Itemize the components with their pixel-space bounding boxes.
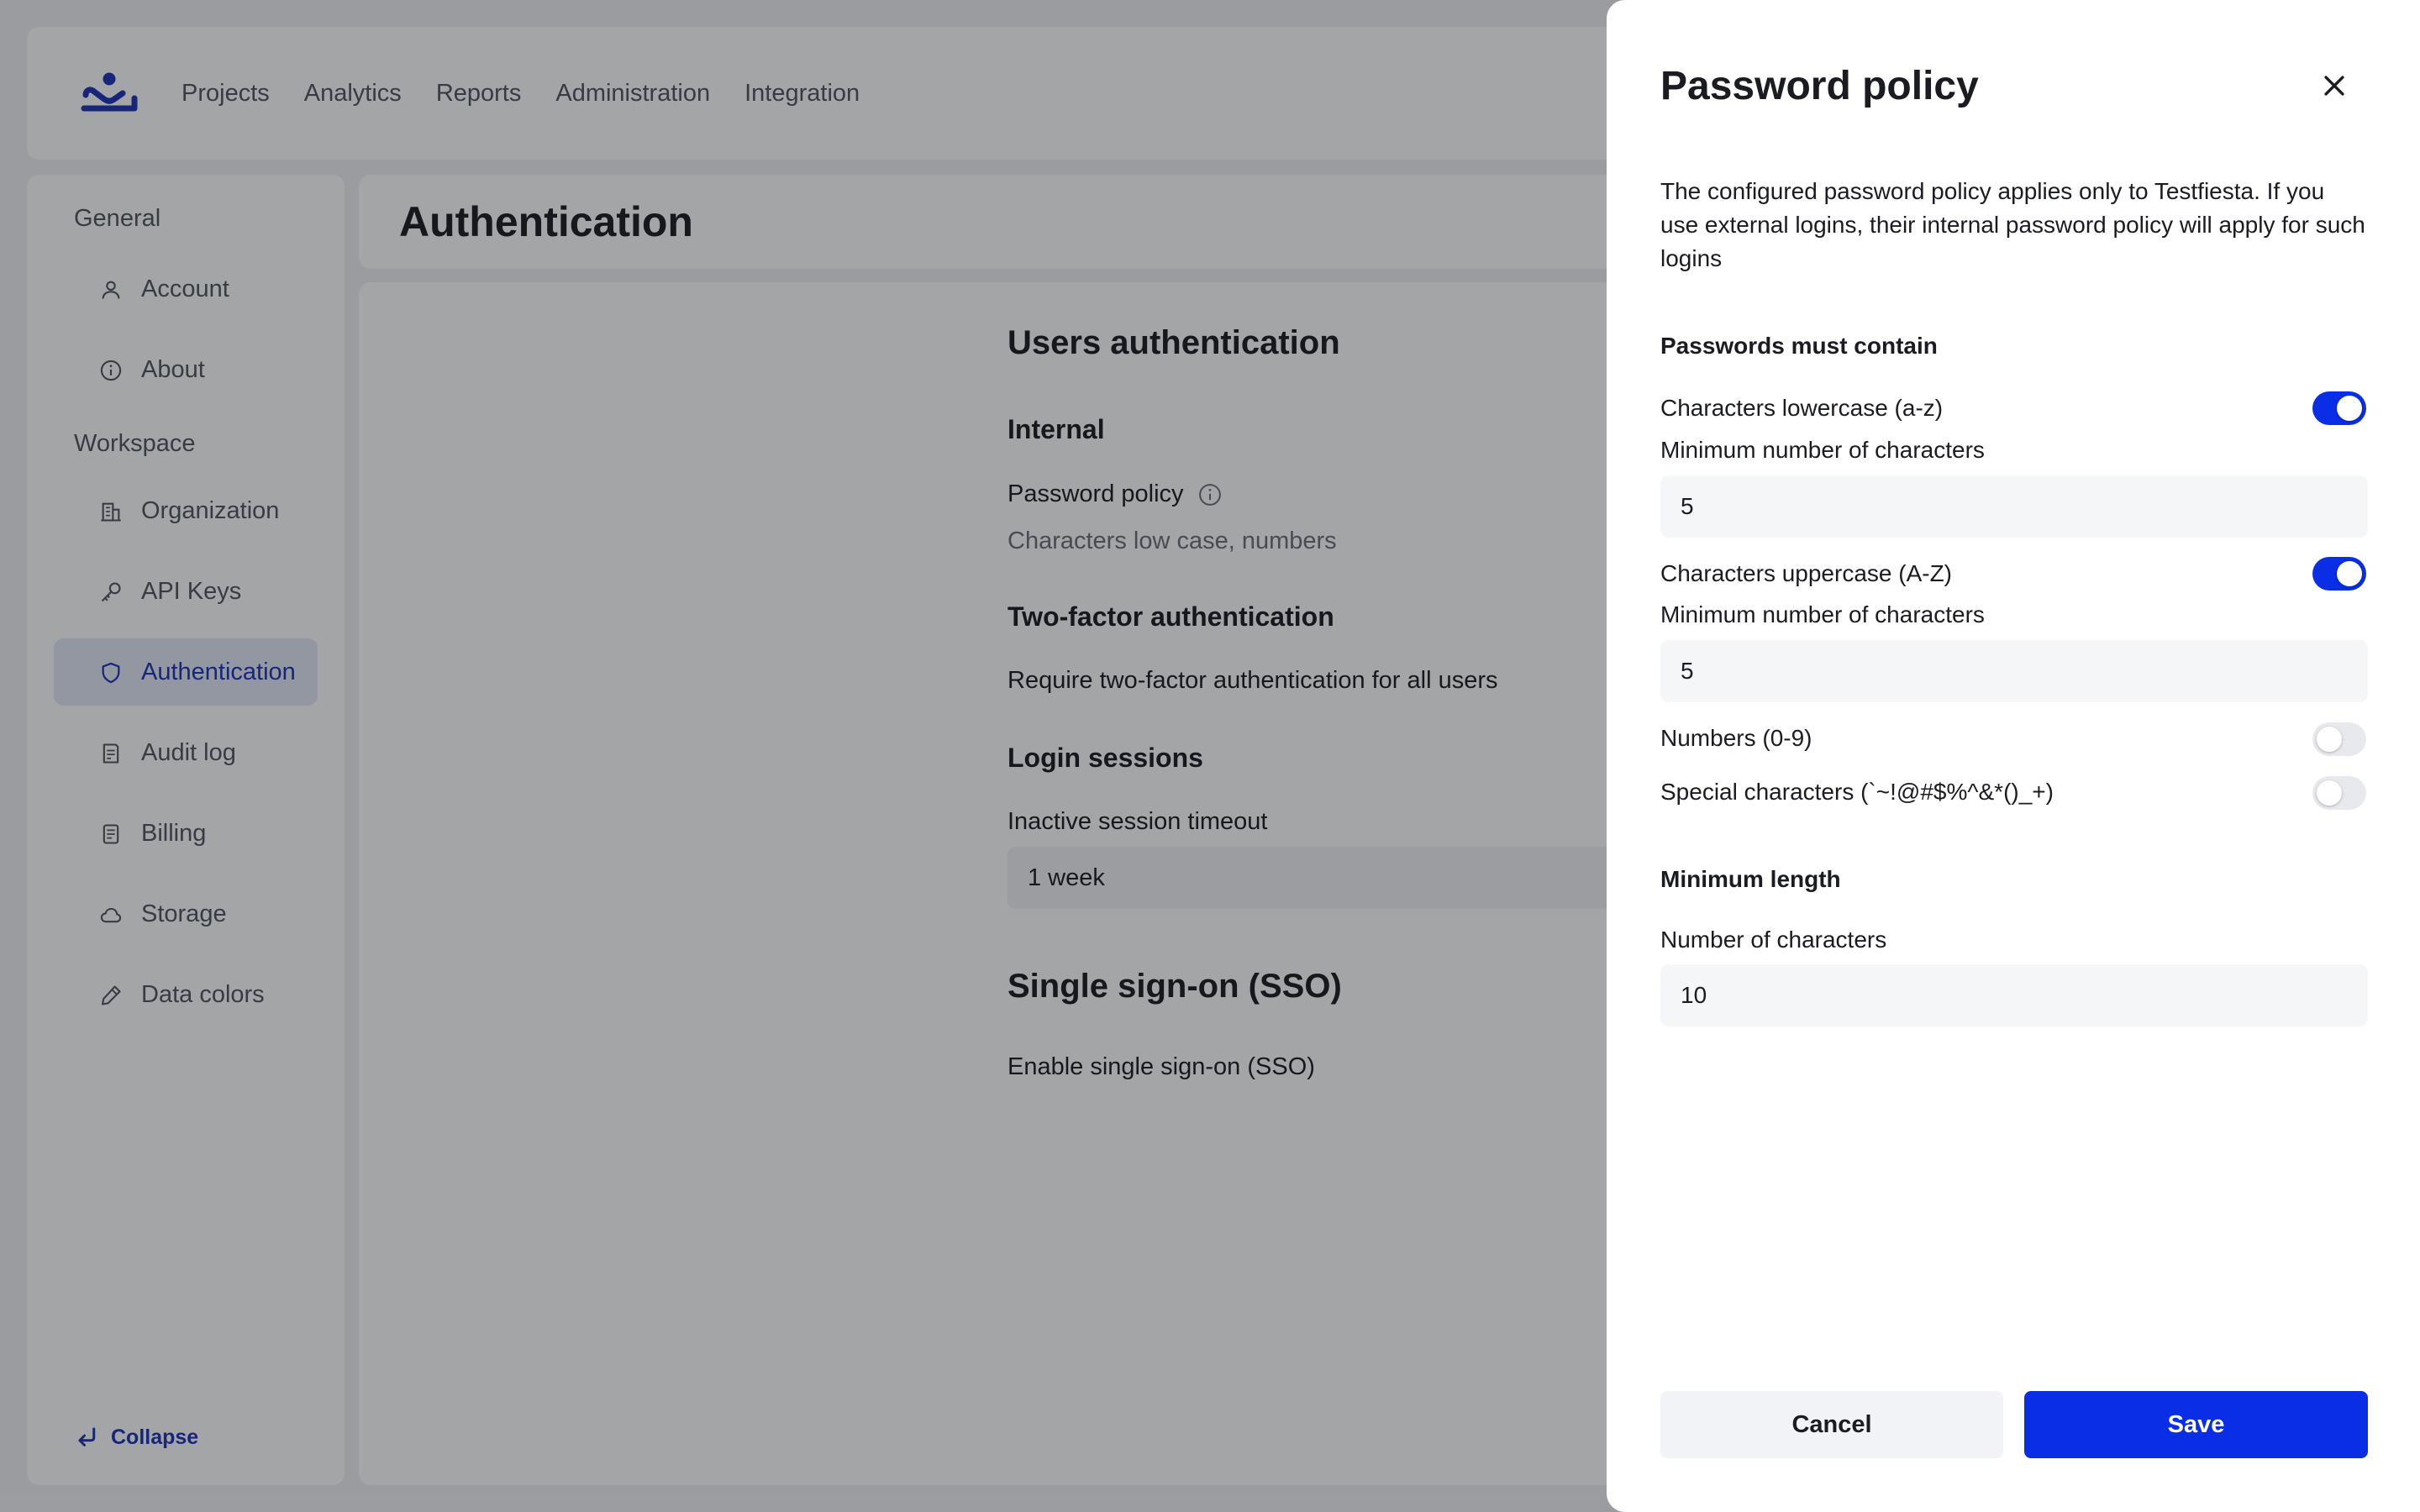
login-sessions-heading: Login sessions	[1007, 743, 1203, 773]
collapse-label: Collapse	[111, 1425, 199, 1449]
sidebar-item-label: About	[141, 355, 205, 383]
inactive-timeout-value: 1 week	[1028, 864, 1105, 891]
sidebar-item-label: Account	[141, 275, 229, 302]
minimum-length-heading: Minimum length	[1660, 866, 1841, 892]
nav-analytics[interactable]: Analytics	[303, 79, 402, 107]
numbers-label: Numbers (0-9)	[1660, 725, 1812, 751]
two-factor-text: Require two-factor authentication for all users	[1007, 667, 1498, 694]
page-title: Authentication	[399, 198, 693, 245]
uppercase-label: Characters uppercase (A-Z)	[1660, 560, 1953, 586]
sidebar-item-label: Billing	[141, 819, 207, 847]
toggle-knob	[2337, 561, 2362, 586]
users-authentication-heading: Users authentication	[1007, 324, 1340, 361]
toggle-knob	[2317, 727, 2342, 752]
close-icon	[2320, 71, 2349, 100]
cancel-button[interactable]: Cancel	[1660, 1391, 2003, 1458]
numbers-toggle[interactable]	[2312, 722, 2366, 756]
nav-reports[interactable]: Reports	[435, 79, 522, 107]
sso-heading: Single sign-on (SSO)	[1007, 968, 1342, 1005]
two-factor-heading: Two-factor authentication	[1007, 601, 1334, 632]
toggle-knob	[2337, 396, 2362, 421]
toggle-knob	[2317, 780, 2342, 806]
internal-heading: Internal	[1007, 414, 1105, 444]
sidebar-item-label: Storage	[141, 900, 227, 927]
uppercase-min-label: Minimum number of characters	[1660, 601, 1985, 627]
lowercase-toggle[interactable]	[2312, 391, 2366, 425]
nav-administration[interactable]: Administration	[555, 79, 711, 107]
special-characters-label: Special characters (`~!@#$%^&*()_+)	[1660, 779, 2054, 805]
sidebar-section-general: General	[74, 205, 161, 232]
sidebar-item-label: Data colors	[141, 980, 265, 1008]
drawer-title: Password policy	[1660, 64, 1979, 108]
uppercase-toggle[interactable]	[2312, 557, 2366, 591]
close-button[interactable]	[2314, 66, 2354, 106]
sidebar-item-label: API Keys	[141, 577, 242, 605]
must-contain-heading: Passwords must contain	[1660, 333, 1938, 359]
nav-projects[interactable]: Projects	[182, 79, 270, 107]
password-policy-label: Password policy	[1007, 480, 1184, 507]
sidebar-item-label: Authentication	[141, 658, 296, 685]
sso-text: Enable single sign-on (SSO)	[1007, 1053, 1315, 1080]
nav-integration[interactable]: Integration	[744, 79, 860, 107]
number-of-characters-label: Number of characters	[1660, 927, 1887, 953]
lowercase-min-input[interactable]	[1660, 475, 2368, 538]
sidebar-section-workspace: Workspace	[74, 430, 196, 457]
uppercase-min-input[interactable]	[1660, 640, 2368, 702]
special-characters-toggle[interactable]	[2312, 776, 2366, 810]
inactive-timeout-label: Inactive session timeout	[1007, 808, 1268, 835]
lowercase-min-label: Minimum number of characters	[1660, 437, 1985, 463]
sidebar-item-label: Organization	[141, 496, 280, 524]
drawer-description: The configured password policy applies only to Testfiesta. If you use external logins, their internal password policy will apply for such logins	[1660, 178, 2365, 271]
number-of-characters-input[interactable]	[1660, 964, 2368, 1026]
lowercase-label: Characters lowercase (a-z)	[1660, 395, 1944, 421]
save-button[interactable]: Save	[2024, 1391, 2368, 1458]
password-policy-drawer	[1607, 0, 2420, 1512]
password-policy-summary: Characters low case, numbers	[1007, 528, 1337, 554]
sidebar-item-label: Audit log	[141, 738, 236, 766]
